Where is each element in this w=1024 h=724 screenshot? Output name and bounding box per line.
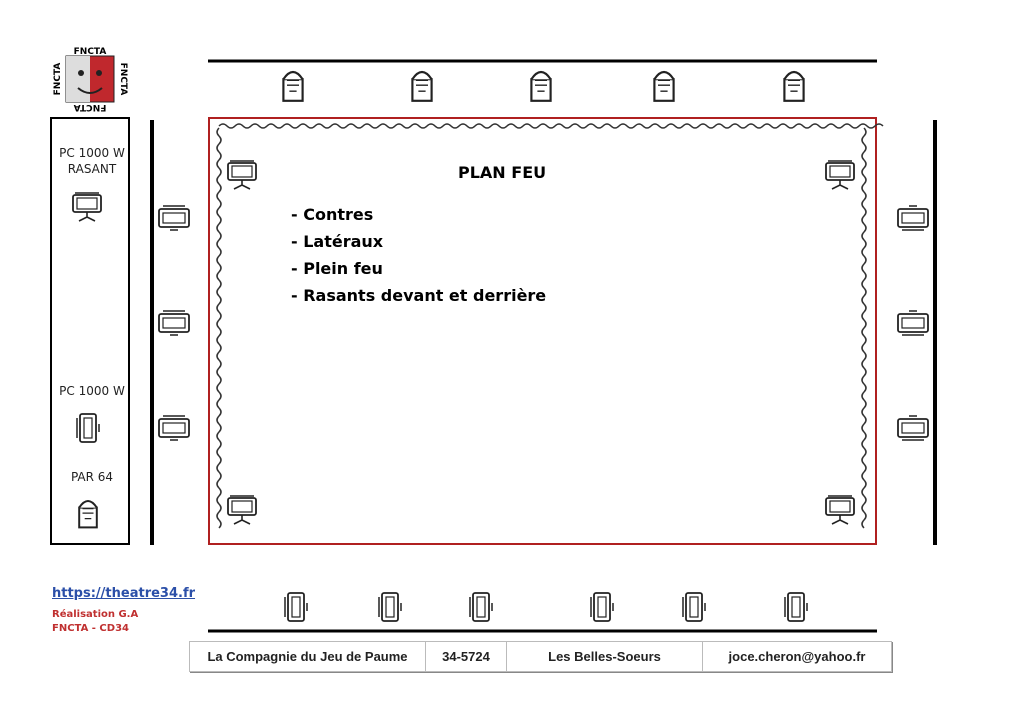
realisation-credit: Réalisation G.A [52,609,139,620]
legend-label-rasant-1: PC 1000 W [59,146,125,160]
fixture-top-2 [412,72,431,101]
plan-title: PLAN FEU [458,163,547,182]
footer-play: Les Belles-Soeurs [507,642,703,671]
fixture-bottom-1 [285,593,307,621]
rasant-front-right [826,161,854,189]
org-credit: FNCTA - CD34 [52,623,129,634]
fixture-left-3 [159,416,189,440]
fixture-bottom-2 [379,593,401,621]
curtain-right [862,128,866,528]
fixture-left-1 [159,206,189,230]
plan-item-contres: - Contres [291,205,374,224]
legend-label-rasant-2: RASANT [67,162,117,176]
rasant-back-right [826,496,854,524]
fixture-left-2 [159,311,189,335]
curtain-left [217,128,221,528]
plan-item-lateraux: - Latéraux [291,232,384,251]
logo-text-left: FNCTA [53,62,63,96]
logo-text-top: FNCTA [73,47,107,57]
logo-text-right: FNCTA [118,62,128,96]
logo-text-bottom: FNCTA [73,102,107,112]
footer-info-table [189,641,892,672]
fixture-bottom-6 [785,593,807,621]
fixture-right-1 [898,206,928,230]
website-link[interactable]: https://theatre34.fr [52,586,196,601]
plan-item-rasants: - Rasants devant et derrière [291,286,547,305]
fixture-right-3 [898,416,928,440]
legend-label-pc: PC 1000 W [59,384,125,398]
fixture-top-3 [531,72,550,101]
par-64-icon [79,501,97,527]
legend-label-par: PAR 64 [70,470,114,484]
footer-code: 34-5724 [426,642,507,671]
fixture-bottom-3 [470,593,492,621]
curtain-top [219,124,883,128]
pc-1000w-icon [77,414,99,442]
pc-1000w-rasant-icon [73,193,101,221]
rasant-back-left [228,496,256,524]
fixture-top-4 [654,72,673,101]
rasant-front-left [228,161,256,189]
plan-list [291,201,546,309]
footer-company: La Compagnie du Jeu de Paume [190,642,426,671]
fixture-top-1 [283,72,302,101]
fixture-top-5 [784,72,803,101]
fixture-bottom-4 [591,593,613,621]
footer-email: joce.cheron@yahoo.fr [728,649,866,664]
fixture-right-2 [898,311,928,335]
plan-item-plein-feu: - Plein feu [291,259,383,278]
fixture-bottom-5 [683,593,705,621]
